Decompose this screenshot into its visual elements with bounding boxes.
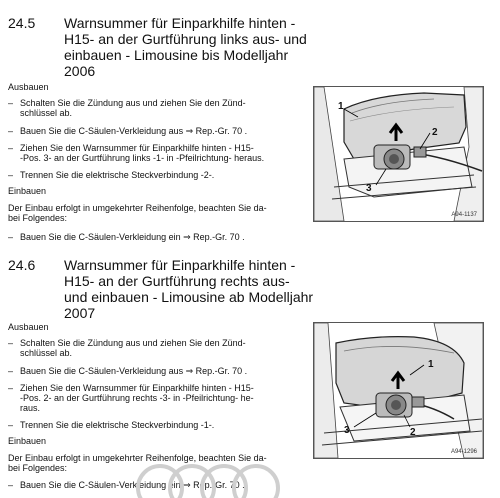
step-line: Bauen Sie die C-Säulen-Verkleidung aus ⇒ Rep.-Gr. 70 . <box>20 366 248 376</box>
section-title <box>64 15 314 79</box>
einbauen-intro-line: bei Folgendes: <box>8 463 68 473</box>
bullet-dash: – <box>8 338 14 348</box>
bullet-dash: – <box>8 143 14 153</box>
bullet-dash: – <box>8 420 14 430</box>
step-line: Bauen Sie die C-Säulen-Verkleidung aus ⇒ Rep.-Gr. 70 . <box>20 126 248 136</box>
bullet-dash: – <box>8 480 14 490</box>
step-line: Schalten Sie die Zündung aus und ziehen Sie den Zünd- <box>20 98 246 108</box>
title-line: und einbauen - Limousine ab Modelljahr <box>64 289 314 305</box>
step-line: Trennen Sie die elektrische Steckverbindung -2-. <box>20 170 215 180</box>
einbauen-heading: Einbauen <box>8 436 47 446</box>
section-title <box>64 257 314 321</box>
einbauen-intro-line: Der Einbau erfolgt in umgekehrter Reihenfolge, beachten Sie da- <box>8 453 267 463</box>
callout-label: 2 <box>410 427 416 438</box>
step-line: -Pos. 3- an der Gurtführung links -1- in -Pfeilrichtung- heraus. <box>20 153 265 163</box>
step-line: Ziehen Sie den Warnsummer für Einparkhilfe hinten - H15- <box>20 143 254 153</box>
step-line: -Pos. 2- an der Gurtführung rechts -3- in -Pfeilrichtung- he- <box>20 393 254 403</box>
step-line: Ziehen Sie den Warnsummer für Einparkhilfe hinten - H15- <box>20 383 254 393</box>
rings-logo-watermark <box>130 458 290 498</box>
callout-label: 3 <box>344 425 350 436</box>
callout-label: 3 <box>366 183 372 194</box>
bullet-dash: – <box>8 366 14 376</box>
step-line: Bauen Sie die C-Säulen-Verkleidung ein ⇒ Rep.-Gr. 70 . <box>20 480 245 490</box>
bullet-dash: – <box>8 383 14 393</box>
title-line: Warnsummer für Einparkhilfe hinten - <box>64 257 296 273</box>
step-line: Bauen Sie die C-Säulen-Verkleidung ein ⇒ Rep.-Gr. 70 . <box>20 232 245 242</box>
step-line: raus. <box>20 403 41 413</box>
ausbauen-heading: Ausbauen <box>8 322 49 332</box>
section-number: 24.5 <box>8 15 36 31</box>
bullet-dash: – <box>8 98 14 108</box>
bullet-dash: – <box>8 170 14 180</box>
callout-label: 2 <box>432 127 438 138</box>
title-line: H15- an der Gurtführung rechts aus- <box>64 273 290 289</box>
title-line: Warnsummer für Einparkhilfe hinten - <box>64 15 296 31</box>
step-line: Trennen Sie die elektrische Steckverbindung -1-. <box>20 420 215 430</box>
callout-label: 1 <box>428 359 434 370</box>
bullet-dash: – <box>8 126 14 136</box>
ausbauen-heading: Ausbauen <box>8 82 49 92</box>
callout-label: 1 <box>338 101 344 112</box>
title-line: einbauen - Limousine bis Modelljahr <box>64 47 289 63</box>
title-line: 2006 <box>64 63 96 79</box>
einbauen-heading: Einbauen <box>8 186 47 196</box>
section-number: 24.6 <box>8 257 36 273</box>
figure-illustration <box>313 322 484 459</box>
figure-code: A94-1137 <box>451 212 477 218</box>
figure-code: A94-1296 <box>450 449 477 455</box>
title-line: H15- an der Gurtführung links aus- und <box>64 31 307 47</box>
trim-panel-drawing <box>314 323 483 458</box>
title-line: 2007 <box>64 305 96 321</box>
step-line: Schalten Sie die Zündung aus und ziehen Sie den Zünd- <box>20 338 246 348</box>
figure-illustration <box>313 86 484 222</box>
einbauen-intro-line: Der Einbau erfolgt in umgekehrter Reihenfolge, beachten Sie da- <box>8 203 267 213</box>
step-line: schlüssel ab. <box>20 348 73 358</box>
step-line: schlüssel ab. <box>20 108 73 118</box>
einbauen-intro-line: bei Folgendes: <box>8 213 68 223</box>
bullet-dash: – <box>8 232 14 242</box>
